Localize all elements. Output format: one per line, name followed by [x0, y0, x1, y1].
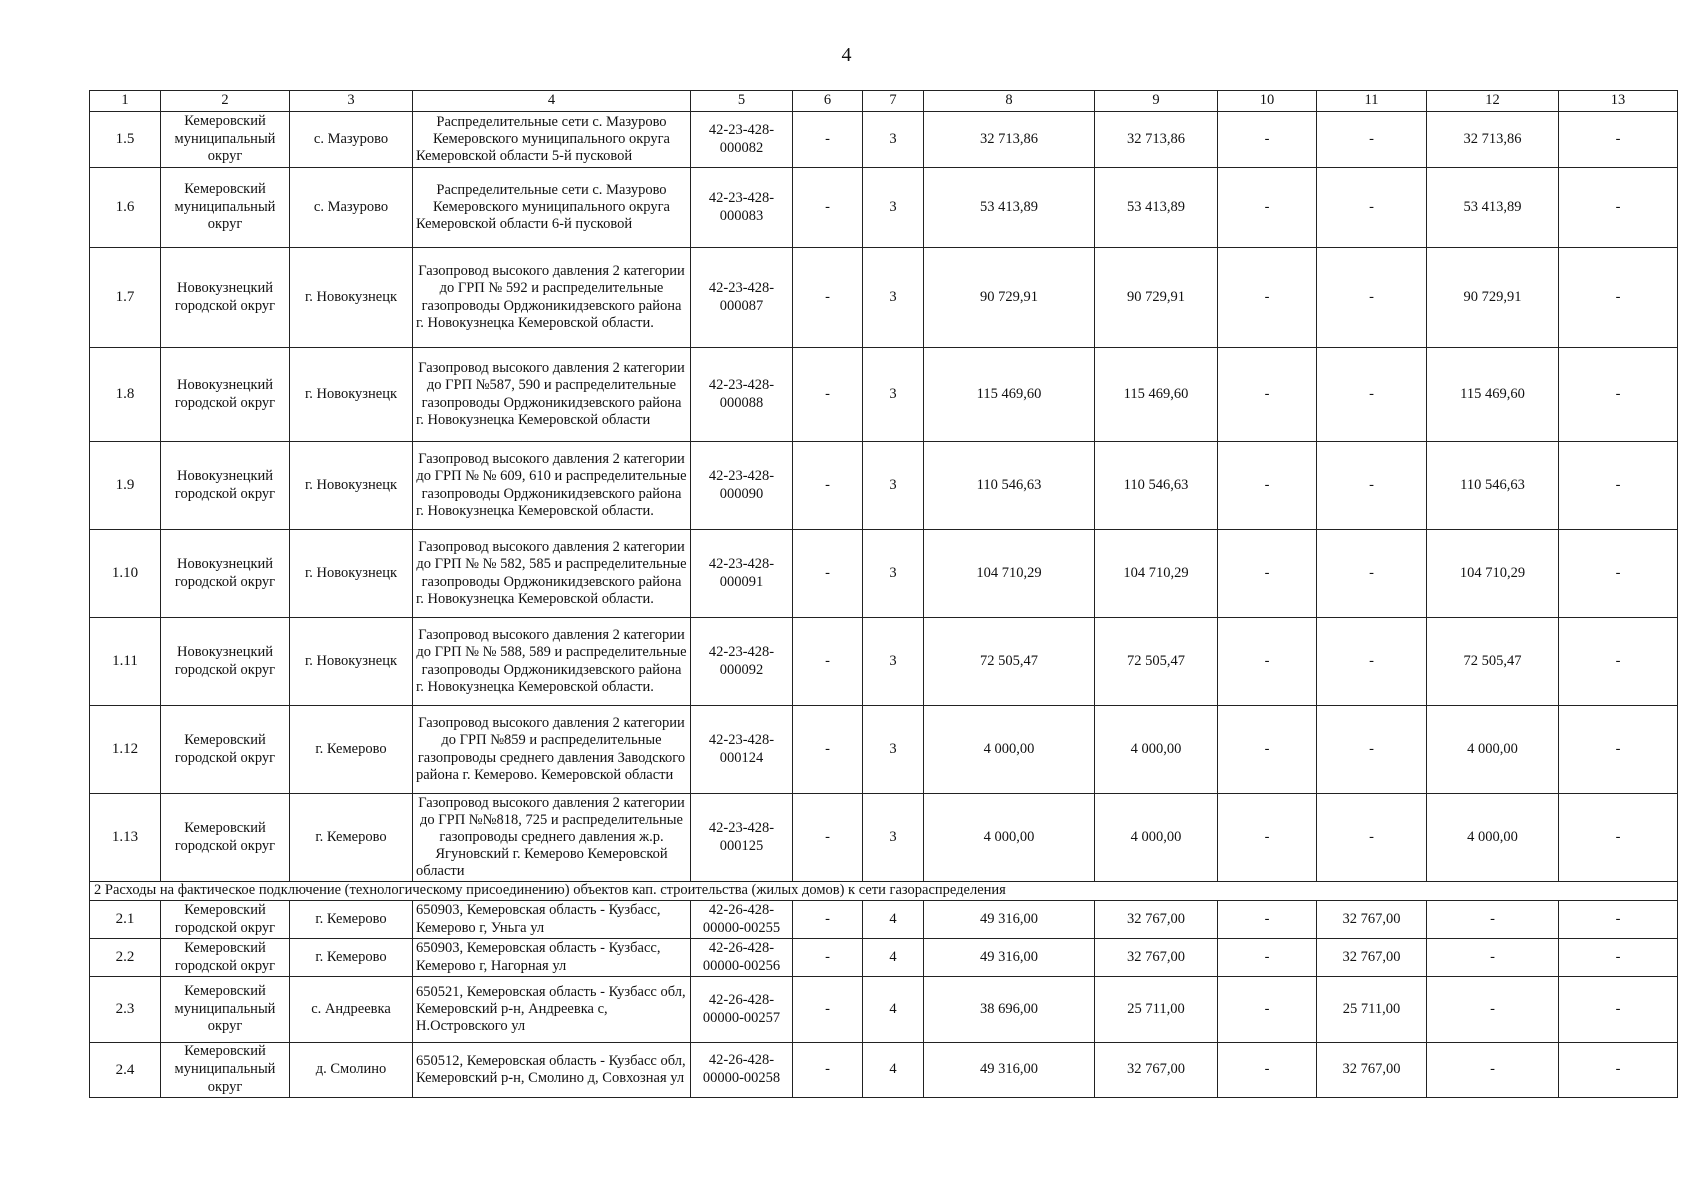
header-row	[90, 91, 1678, 112]
table-row	[90, 939, 1678, 977]
value-cell: 4	[863, 977, 924, 1043]
value-cell: 32 767,00	[1095, 1043, 1218, 1098]
table-row	[90, 168, 1678, 248]
value-cell: -	[793, 442, 863, 530]
value-cell: 32 767,00	[1317, 1043, 1427, 1098]
value-cell: -	[1559, 112, 1678, 168]
value-cell: -	[1218, 618, 1317, 706]
district-cell: Кемеровский городской округ	[161, 939, 290, 977]
value-cell: -	[1559, 248, 1678, 348]
district-cell: Кемеровский муниципальный округ	[161, 168, 290, 248]
code-cell: 42-23-428-000083	[691, 168, 793, 248]
description-cell: Распределительные сети с. Мазурово Кемеровского муниципального округа Кемеровской области 6-й пусковой	[413, 168, 691, 248]
value-cell: 53 413,89	[1095, 168, 1218, 248]
value-cell: 3	[863, 348, 924, 442]
value-cell: 3	[863, 618, 924, 706]
value-cell: 32 713,86	[924, 112, 1095, 168]
value-cell: -	[1218, 530, 1317, 618]
value-cell: -	[1317, 348, 1427, 442]
code-cell: 42-23-428-000092	[691, 618, 793, 706]
value-cell: 25 711,00	[1095, 977, 1218, 1043]
district-cell: Кемеровский городской округ	[161, 706, 290, 794]
value-cell: -	[1218, 248, 1317, 348]
district-cell: Кемеровский муниципальный округ	[161, 977, 290, 1043]
value-cell: 4 000,00	[924, 706, 1095, 794]
value-cell: 3	[863, 442, 924, 530]
value-cell: 49 316,00	[924, 1043, 1095, 1098]
row-number: 1.7	[90, 248, 161, 348]
column-header: 7	[863, 91, 924, 112]
section-title: 2 Расходы на фактическое подключение (технологическому присоединению) объектов кап. строительства (жилых домов) к сети газораспределения	[90, 882, 1678, 901]
column-header: 3	[290, 91, 413, 112]
page-number: 4	[841, 44, 852, 66]
value-cell: 110 546,63	[1095, 442, 1218, 530]
value-cell: -	[1317, 706, 1427, 794]
value-cell: 104 710,29	[924, 530, 1095, 618]
description-cell: Газопровод высокого давления 2 категории до ГРП №587, 590 и распределительные газопроводы Орджоникидзевского района г. Новокузнецка Кемеровской области	[413, 348, 691, 442]
district-cell: Кемеровский городской округ	[161, 794, 290, 882]
value-cell: -	[1559, 168, 1678, 248]
value-cell: 49 316,00	[924, 939, 1095, 977]
district-cell: Новокузнецкий городской округ	[161, 248, 290, 348]
locality-cell: г. Новокузнецк	[290, 348, 413, 442]
value-cell: -	[1427, 1043, 1559, 1098]
column-header: 1	[90, 91, 161, 112]
value-cell: -	[793, 1043, 863, 1098]
description-cell: Газопровод высокого давления 2 категории до ГРП №№818, 725 и распределительные газопроводы среднего давления ж.р. Ягуновский г. Кемерово Кемеровской области	[413, 794, 691, 882]
row-number: 1.8	[90, 348, 161, 442]
value-cell: 4	[863, 939, 924, 977]
description-cell: 650903, Кемеровская область - Кузбасс, Кемерово г, Уньга ул	[413, 901, 691, 939]
value-cell: -	[1317, 112, 1427, 168]
value-cell: 4 000,00	[924, 794, 1095, 882]
locality-cell: д. Смолино	[290, 1043, 413, 1098]
locality-cell: с. Мазурово	[290, 112, 413, 168]
value-cell: -	[1559, 1043, 1678, 1098]
value-cell: -	[793, 794, 863, 882]
column-header: 5	[691, 91, 793, 112]
code-cell: 42-23-428-000125	[691, 794, 793, 882]
value-cell: 38 696,00	[924, 977, 1095, 1043]
value-cell: -	[1317, 794, 1427, 882]
value-cell: 3	[863, 248, 924, 348]
code-cell: 42-23-428-000088	[691, 348, 793, 442]
value-cell: 110 546,63	[924, 442, 1095, 530]
value-cell: 53 413,89	[1427, 168, 1559, 248]
value-cell: -	[1317, 168, 1427, 248]
value-cell: 53 413,89	[924, 168, 1095, 248]
value-cell: 104 710,29	[1095, 530, 1218, 618]
value-cell: -	[1317, 530, 1427, 618]
value-cell: -	[1559, 901, 1678, 939]
value-cell: -	[793, 901, 863, 939]
value-cell: 4 000,00	[1095, 706, 1218, 794]
value-cell: 3	[863, 112, 924, 168]
value-cell: 4	[863, 1043, 924, 1098]
value-cell: 3	[863, 706, 924, 794]
row-number: 1.5	[90, 112, 161, 168]
column-header: 12	[1427, 91, 1559, 112]
row-number: 2.2	[90, 939, 161, 977]
value-cell: -	[1218, 939, 1317, 977]
table-row	[90, 706, 1678, 794]
value-cell: -	[1559, 530, 1678, 618]
value-cell: -	[793, 939, 863, 977]
value-cell: 32 713,86	[1095, 112, 1218, 168]
value-cell: 72 505,47	[1427, 618, 1559, 706]
value-cell: -	[1427, 901, 1559, 939]
district-cell: Новокузнецкий городской округ	[161, 348, 290, 442]
value-cell: 32 767,00	[1317, 939, 1427, 977]
column-header: 2	[161, 91, 290, 112]
value-cell: 4 000,00	[1427, 794, 1559, 882]
code-cell: 42-26-428-00000-00255	[691, 901, 793, 939]
section-header-row	[90, 882, 1678, 901]
description-cell: 650521, Кемеровская область - Кузбасс обл, Кемеровский р-н, Андреевка с, Н.Островского ул	[413, 977, 691, 1043]
value-cell: -	[793, 348, 863, 442]
data-table	[89, 90, 1678, 1098]
code-cell: 42-23-428-000091	[691, 530, 793, 618]
value-cell: -	[1218, 442, 1317, 530]
value-cell: -	[1218, 348, 1317, 442]
value-cell: 115 469,60	[1095, 348, 1218, 442]
value-cell: 3	[863, 530, 924, 618]
value-cell: 32 767,00	[1095, 939, 1218, 977]
value-cell: -	[1218, 112, 1317, 168]
value-cell: -	[1218, 168, 1317, 248]
table-row	[90, 442, 1678, 530]
value-cell: -	[1218, 794, 1317, 882]
table-row	[90, 248, 1678, 348]
value-cell: -	[1317, 248, 1427, 348]
row-number: 2.3	[90, 977, 161, 1043]
column-header: 11	[1317, 91, 1427, 112]
row-number: 2.1	[90, 901, 161, 939]
value-cell: -	[793, 168, 863, 248]
description-cell: 650903, Кемеровская область - Кузбасс, Кемерово г, Нагорная ул	[413, 939, 691, 977]
row-number: 2.4	[90, 1043, 161, 1098]
value-cell: 4 000,00	[1427, 706, 1559, 794]
table-row	[90, 348, 1678, 442]
column-header: 9	[1095, 91, 1218, 112]
code-cell: 42-23-428-000124	[691, 706, 793, 794]
locality-cell: г. Кемерово	[290, 794, 413, 882]
value-cell: -	[1317, 618, 1427, 706]
row-number: 1.12	[90, 706, 161, 794]
column-header: 4	[413, 91, 691, 112]
table-row	[90, 1043, 1678, 1098]
column-header: 8	[924, 91, 1095, 112]
district-cell: Кемеровский городской округ	[161, 901, 290, 939]
locality-cell: г. Кемерово	[290, 706, 413, 794]
value-cell: 49 316,00	[924, 901, 1095, 939]
district-cell: Новокузнецкий городской округ	[161, 530, 290, 618]
value-cell: -	[793, 530, 863, 618]
description-cell: Распределительные сети с. Мазурово Кемеровского муниципального округа Кемеровской области 5-й пусковой	[413, 112, 691, 168]
description-cell: Газопровод высокого давления 2 категории до ГРП № № 582, 585 и распределительные газопроводы Орджоникидзевского района г. Новокузнецка Кемеровской области.	[413, 530, 691, 618]
value-cell: 32 767,00	[1095, 901, 1218, 939]
value-cell: -	[793, 112, 863, 168]
column-header: 13	[1559, 91, 1678, 112]
column-header: 6	[793, 91, 863, 112]
description-cell: Газопровод высокого давления 2 категории до ГРП № 592 и распределительные газопроводы Орджоникидзевского района г. Новокузнецка Кемеровской области.	[413, 248, 691, 348]
district-cell: Кемеровский муниципальный округ	[161, 112, 290, 168]
table-row	[90, 977, 1678, 1043]
value-cell: -	[793, 977, 863, 1043]
value-cell: -	[1559, 939, 1678, 977]
value-cell: -	[1218, 977, 1317, 1043]
description-cell: Газопровод высокого давления 2 категории до ГРП № № 609, 610 и распределительные газопроводы Орджоникидзевского района г. Новокузнецка Кемеровской области.	[413, 442, 691, 530]
value-cell: -	[1427, 939, 1559, 977]
table-row	[90, 794, 1678, 882]
description-cell: Газопровод высокого давления 2 категории до ГРП №859 и распределительные газопроводы среднего давления Заводского района г. Кемерово. Кемеровской области	[413, 706, 691, 794]
locality-cell: г. Новокузнецк	[290, 530, 413, 618]
value-cell: 4	[863, 901, 924, 939]
code-cell: 42-26-428-00000-00258	[691, 1043, 793, 1098]
value-cell: -	[793, 618, 863, 706]
value-cell: 72 505,47	[924, 618, 1095, 706]
code-cell: 42-23-428-000087	[691, 248, 793, 348]
locality-cell: с. Мазурово	[290, 168, 413, 248]
column-header: 10	[1218, 91, 1317, 112]
value-cell: -	[1427, 977, 1559, 1043]
value-cell: 90 729,91	[1427, 248, 1559, 348]
code-cell: 42-23-428-000082	[691, 112, 793, 168]
value-cell: 25 711,00	[1317, 977, 1427, 1043]
value-cell: -	[1559, 977, 1678, 1043]
value-cell: -	[1317, 442, 1427, 530]
value-cell: 32 713,86	[1427, 112, 1559, 168]
district-cell: Кемеровский муниципальный округ	[161, 1043, 290, 1098]
table-row	[90, 618, 1678, 706]
locality-cell: г. Новокузнецк	[290, 618, 413, 706]
value-cell: 3	[863, 794, 924, 882]
code-cell: 42-26-428-00000-00257	[691, 977, 793, 1043]
value-cell: 110 546,63	[1427, 442, 1559, 530]
row-number: 1.9	[90, 442, 161, 530]
locality-cell: г. Новокузнецк	[290, 442, 413, 530]
code-cell: 42-23-428-000090	[691, 442, 793, 530]
value-cell: 115 469,60	[1427, 348, 1559, 442]
value-cell: -	[1559, 442, 1678, 530]
district-cell: Новокузнецкий городской округ	[161, 618, 290, 706]
locality-cell: г. Новокузнецк	[290, 248, 413, 348]
locality-cell: г. Кемерово	[290, 939, 413, 977]
value-cell: 115 469,60	[924, 348, 1095, 442]
value-cell: 32 767,00	[1317, 901, 1427, 939]
code-cell: 42-26-428-00000-00256	[691, 939, 793, 977]
value-cell: -	[1559, 618, 1678, 706]
value-cell: -	[1218, 706, 1317, 794]
value-cell: -	[1559, 794, 1678, 882]
row-number: 1.13	[90, 794, 161, 882]
table-row	[90, 901, 1678, 939]
table-row	[90, 112, 1678, 168]
description-cell: Газопровод высокого давления 2 категории до ГРП № № 588, 589 и распределительные газопроводы Орджоникидзевского района г. Новокузнецка Кемеровской области.	[413, 618, 691, 706]
value-cell: 72 505,47	[1095, 618, 1218, 706]
description-cell: 650512, Кемеровская область - Кузбасс обл, Кемеровский р-н, Смолино д, Совхозная ул	[413, 1043, 691, 1098]
locality-cell: г. Кемерово	[290, 901, 413, 939]
value-cell: -	[793, 248, 863, 348]
value-cell: 3	[863, 168, 924, 248]
value-cell: 90 729,91	[924, 248, 1095, 348]
value-cell: 4 000,00	[1095, 794, 1218, 882]
value-cell: -	[1559, 348, 1678, 442]
table-row	[90, 530, 1678, 618]
value-cell: -	[1559, 706, 1678, 794]
value-cell: -	[1218, 1043, 1317, 1098]
row-number: 1.6	[90, 168, 161, 248]
value-cell: 104 710,29	[1427, 530, 1559, 618]
row-number: 1.10	[90, 530, 161, 618]
value-cell: 90 729,91	[1095, 248, 1218, 348]
district-cell: Новокузнецкий городской округ	[161, 442, 290, 530]
value-cell: -	[793, 706, 863, 794]
row-number: 1.11	[90, 618, 161, 706]
value-cell: -	[1218, 901, 1317, 939]
locality-cell: с. Андреевка	[290, 977, 413, 1043]
